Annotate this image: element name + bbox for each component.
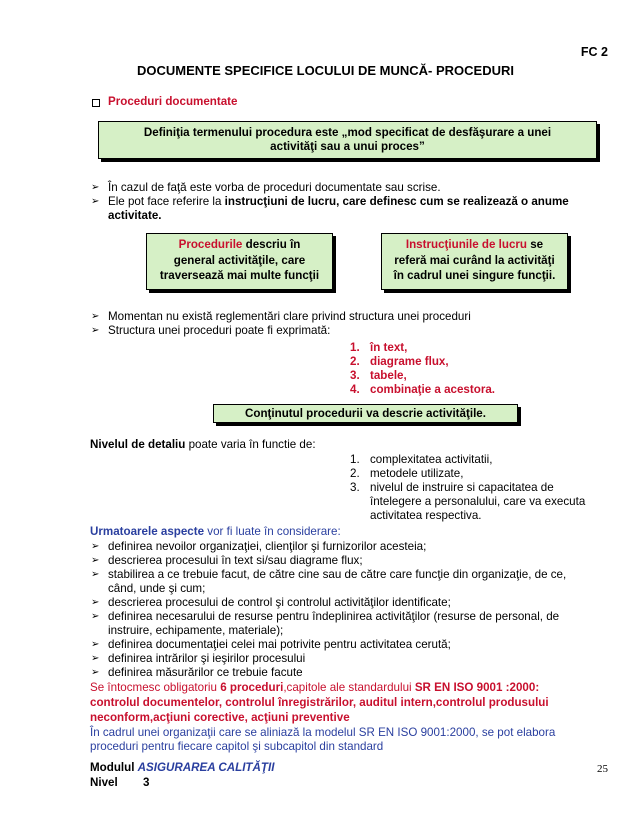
footer-module-name: ASIGURAREA CALITĂŢII — [137, 761, 275, 774]
bullet-text: În cazul de faţă este vorba de proceduri documentate sau scrise. — [108, 181, 441, 194]
aspect-item: definirea măsurărilor ce trebuie facute — [108, 666, 303, 679]
obligatory-line-3: neconform,acţiuni corective, acţiuni preventive — [90, 711, 350, 724]
aspect-item: descrierea procesului în text si/sau diagrame flux; — [108, 554, 363, 567]
instructions-box — [381, 233, 568, 290]
definition-line-1: Definiţia termenului procedura este „mod specificat de desfăşurare a unei — [143, 126, 552, 139]
obligatory-line-5: proceduri pentru fiecare capitol şi subcapitol din standard — [90, 740, 384, 753]
definition-box — [98, 121, 597, 159]
detail-intro-rest: poate varia în functie de: — [185, 438, 316, 451]
list-number: 3. — [350, 481, 360, 494]
arrow-bullet-icon — [91, 652, 101, 666]
footer-level-label: Nivel — [90, 776, 118, 789]
list-item: tabele, — [370, 369, 407, 382]
list-number: 2. — [350, 467, 360, 480]
list-number: 4. — [350, 383, 360, 396]
instructions-box-line-1-rest: se — [526, 238, 544, 251]
aspects-intro — [90, 525, 341, 539]
arrow-bullet-icon — [91, 181, 101, 195]
list-item: metodele utilizate, — [370, 467, 464, 480]
checkbox-bullet-icon — [92, 99, 100, 107]
procedures-box — [146, 233, 333, 290]
instructions-term: Instrucţiunile de lucru — [405, 238, 527, 251]
bullet-text: Momentan nu există reglementări clare privind structura unei proceduri — [108, 310, 471, 323]
bullet-text-continued: activitate. — [108, 209, 162, 222]
obligatory-standard: SR EN ISO 9001 :2000: — [414, 681, 540, 694]
obligatory-mid: ,capitole ale standardului — [283, 681, 415, 694]
aspect-item: definirea documentaţiei celei mai potrivite pentru activitatea cerută; — [108, 638, 451, 651]
page-number: 25 — [597, 763, 608, 775]
obligatory-count: 6 proceduri — [220, 681, 284, 694]
aspect-item: descrierea procesului de control şi controlul activităţilor identificate; — [108, 596, 451, 609]
list-item-continued: activitatea respectiva. — [370, 509, 482, 522]
aspect-item-continued: când, unde şi cum; — [108, 582, 206, 595]
aspect-item-continued: instruire, echipamente, materiale); — [108, 624, 284, 637]
instructions-box-line-3: în cadrul unei singure funcţii. — [393, 269, 556, 282]
list-item: diagrame flux, — [370, 355, 449, 368]
instructions-box-line-2: referă mai curând la activităţi — [394, 253, 555, 267]
arrow-bullet-icon — [91, 596, 101, 610]
list-item-continued: întelegere a personalului, care va executa — [370, 495, 586, 508]
procedures-box-line-1 — [147, 237, 332, 253]
arrow-bullet-icon — [91, 540, 101, 554]
detail-intro — [90, 438, 316, 452]
bullet-text-plain: Ele pot face referire la — [108, 195, 225, 208]
list-number: 3. — [350, 369, 360, 382]
footer-module-label: Modulul — [90, 761, 138, 774]
list-item: complexitatea activitatii, — [370, 453, 493, 466]
form-code: FC 2 — [580, 45, 608, 59]
obligatory-line-4: În cadrul unei organizaţii care se aliniază la modelul SR EN ISO 9001:2000, se pot elabora — [90, 726, 556, 739]
arrow-bullet-icon — [91, 610, 101, 624]
obligatory-line-1 — [90, 681, 539, 695]
procedures-term: Procedurile — [178, 238, 243, 251]
list-number: 1. — [350, 453, 360, 466]
aspect-item: definirea intrărilor şi ieşirilor procesului — [108, 652, 306, 665]
footer-module — [90, 761, 274, 775]
arrow-bullet-icon — [91, 554, 101, 568]
arrow-bullet-icon — [91, 195, 101, 209]
bullet-text — [108, 195, 569, 209]
bullet-text: Structura unei proceduri poate fi exprimată: — [108, 324, 331, 337]
procedures-box-line-1-rest: descriu în — [242, 238, 301, 251]
bullet-text-bold: instrucţiuni de lucru, care definesc cum se realizează o anume — [224, 195, 569, 208]
aspects-intro-rest: vor fi luate în considerare: — [204, 525, 341, 538]
arrow-bullet-icon — [91, 310, 101, 324]
procedures-box-line-2: general activităţile, care — [173, 253, 306, 267]
section-heading: Proceduri documentate — [108, 95, 238, 108]
arrow-bullet-icon — [91, 568, 101, 582]
aspect-item: definirea nevoilor organizaţiei, clienţilor şi furnizorilor acesteia; — [108, 540, 427, 553]
page-title: DOCUMENTE SPECIFICE LOCULUI DE MUNCĂ- PROCEDURI — [137, 63, 515, 78]
list-item: nivelul de instruire si capacitatea de — [370, 481, 554, 494]
arrow-bullet-icon — [91, 324, 101, 338]
aspect-item: definirea necesarului de resurse pentru îndeplinirea activităţilor (resurse de personal, de — [108, 610, 560, 623]
footer-level-value: 3 — [143, 776, 150, 789]
aspect-item: stabilirea a ce trebuie facut, de către cine sau de către care funcţie din organizaţie, de ce, — [108, 568, 567, 581]
aspects-intro-bold: Urmatoarele aspecte — [90, 525, 205, 538]
arrow-bullet-icon — [91, 638, 101, 652]
obligatory-pre: Se întocmesc obligatoriu — [90, 681, 221, 694]
definition-line-2: activităţi sau a unui proces” — [270, 140, 425, 153]
list-item: în text, — [370, 341, 408, 354]
list-number: 2. — [350, 355, 360, 368]
obligatory-line-2: controlul documentelor, controlul înregistrărilor, auditul intern,controlul produsului — [90, 696, 549, 709]
procedures-box-line-3: traversează mai multe funcţii — [159, 269, 320, 282]
instructions-box-line-1 — [382, 237, 567, 253]
detail-intro-bold: Nivelul de detaliu — [90, 438, 186, 451]
list-item: combinaţie a acestora. — [370, 383, 496, 396]
content-box: Conţinutul procedurii va descrie activităţile. — [213, 404, 518, 423]
arrow-bullet-icon — [91, 666, 101, 680]
list-number: 1. — [350, 341, 360, 354]
